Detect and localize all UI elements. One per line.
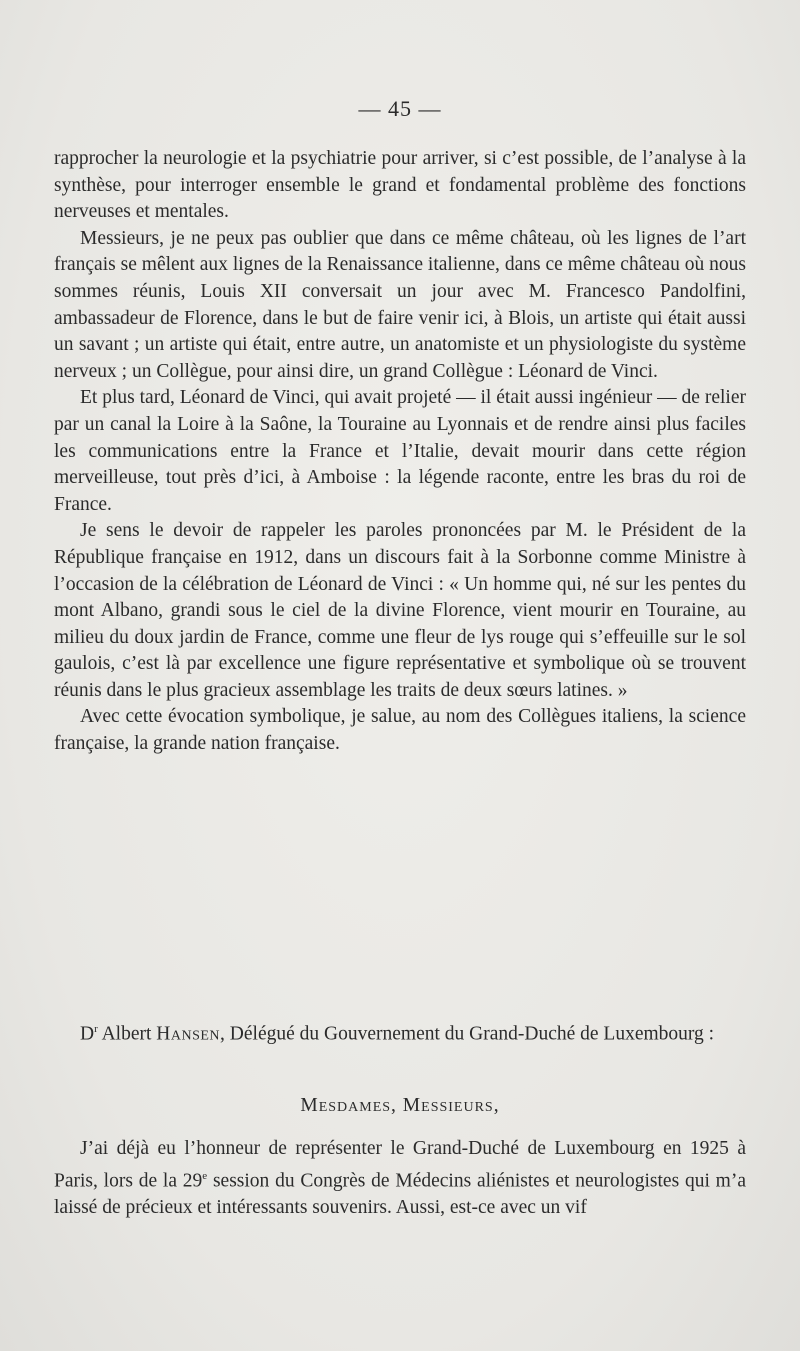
closing-text-part: J’ai déjà eu l’honneur de représenter le Grand-Duché de Luxembourg en 1925 à Paris, lors de la 29	[54, 1138, 746, 1192]
closing-text	[54, 1136, 746, 1221]
paragraph: Je sens le devoir de rappeler les paroles prononcées par M. le Président de la République française en 1912, dans un discours fait à la Sorbonne comme Ministre à l’occasion de la célébration de Léonard de Vinci : « Un homme qui, né sur les pentes du mont Albano, grandi sous le ciel de la divine Florence, vient mourir en Touraine, au milieu du doux jardin de France, comme une fleur de lys rouge qui s’effeuille sur le sol gaulois, c’est là par excellence une figure représentative et symbolique où se trouvent réunis dans le plus gracieux assemblage les traits de deux sœurs latines. »	[54, 520, 746, 701]
speaker-first-name: Albert	[101, 1023, 152, 1045]
paragraph	[54, 1136, 746, 1221]
speaker-title-sup: r	[94, 1023, 98, 1035]
paragraph: Et plus tard, Léonard de Vinci, qui avait projeté — il était aussi ingénieur — de relier par un canal la Loire à la Saône, la Touraine au Lyonnais et de rendre ainsi plus faciles les communications entre la France et l’Italie, devait mourir dans cette région merveilleuse, tout près d’ici, à Amboise : la légende raconte, entre les bras du roi de France.	[54, 387, 746, 515]
speaker-last-name: Hansen	[156, 1023, 221, 1045]
speaker-role: , Délégué du Gouvernement du Grand-Duché de Luxembourg :	[220, 1023, 715, 1045]
speaker-attribution	[54, 1016, 746, 1048]
page-number: — 45 —	[358, 96, 442, 121]
paragraph: Messieurs, je ne peux pas oublier que dans ce même château, où les lignes de l’art français se mêlent aux lignes de la Renaissance italienne, dans ce même château où nous sommes réunis, Louis XII conversait un jour avec M. Francesco Pandolfini, ambassadeur de Florence, dans le but de faire venir ici, à Blois, un artiste qui était aussi un savant ; un artiste qui était, entre autre, un anatomiste et un physiologiste du système nerveux ; un Collègue, pour ainsi dire, un grand Collègue : Léonard de Vinci.	[54, 227, 746, 382]
paragraph: rapprocher la neurologie et la psychiatrie pour arriver, si c’est possible, de l’analyse à la synthèse, pour interroger ensemble le grand et fondamental problème des fonctions nerveuses et mentales.	[54, 148, 746, 223]
closing-sup: e	[202, 1169, 208, 1182]
body-text	[54, 146, 746, 758]
paragraph: Avec cette évocation symbolique, je salue, au nom des Collègues italiens, la science française, la grande nation française.	[54, 706, 746, 755]
speaker-title: D	[80, 1023, 95, 1045]
salutation: Mesdames, Messieurs,	[300, 1095, 500, 1116]
closing-text-part: session du Congrès de Médecins aliénistes et neurologistes qui m’a laissé de précieux et intéressants souvenirs. Aussi, est-ce avec un vif	[54, 1170, 746, 1218]
